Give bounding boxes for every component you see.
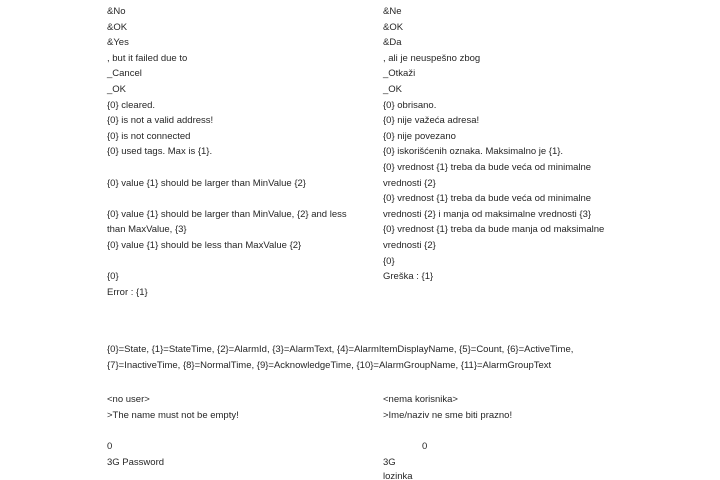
- text-line: &OK: [383, 21, 404, 33]
- text-line: {0} vrednost {1} treba da bude veća od minimalne vrednosti {2} i manja od maksimalne vrednosti {3}: [383, 193, 592, 220]
- text-line: {0} used tags. Max is {1}.: [107, 146, 213, 158]
- text-line: <nema korisnika>: [383, 394, 458, 405]
- text-line: {0} is not a valid address!: [107, 115, 214, 127]
- text-line: &Yes: [107, 37, 129, 49]
- text-line: >The name must not be empty!: [107, 410, 239, 421]
- text-line: &Ne: [383, 6, 402, 17]
- text-line: 3G Password: [107, 457, 165, 468]
- text-line: {0} vrednost {1} treba da bude veća od minimalne vrednosti {2}: [383, 161, 592, 189]
- text-line: >Ime/naziv ne sme biti prazno!: [383, 410, 513, 421]
- text-line: {0}: [383, 255, 395, 267]
- text-line: {0} value {1} should be less than MaxValue {2}: [107, 239, 302, 251]
- text-line: _Cancel: [107, 68, 142, 80]
- text-line: {0} cleared.: [107, 99, 156, 111]
- text-line: {0} obrisano.: [383, 99, 437, 111]
- text-line: {0} nije povezano: [383, 130, 456, 142]
- text-line: {0} is not connected: [107, 130, 191, 142]
- text-line: <no user>: [107, 394, 150, 405]
- translation-column: [383, 0, 619, 285]
- text-line: &OK: [107, 21, 128, 33]
- text-line: 0: [422, 441, 428, 452]
- text-line: {0} vrednost {1} treba da bude manja od maksimalne vrednosti {2}: [383, 224, 605, 251]
- text-line: {0} nije važeća adresa!: [383, 115, 480, 127]
- text-line: {0}: [107, 271, 119, 283]
- text-line: , but it failed due to: [107, 52, 188, 64]
- text-line: 3G: [383, 457, 396, 468]
- text-line: {0} iskorišćenih oznaka. Maksimalno je {1}.: [383, 146, 564, 158]
- alarm-fields-paragraph: {0}=State, {1}=StateTime, {2}=AlarmId, {3}=AlarmText, {4}=AlarmItemDisplayName, {5}=Count, {6}=ActiveTime, {7}=InactiveTime, {8}=NormalTime, {9}=AcknowledgeTime, {10}=AlarmGroupName, {11}=AlarmGroupText: [107, 344, 574, 371]
- source-column: [107, 0, 367, 300]
- text-line: Error : {1}: [107, 286, 148, 298]
- text-line: &No: [107, 6, 126, 17]
- text-line: &Da: [383, 37, 402, 49]
- text-line: {0} value {1} should be larger than MinValue, {2} and less than MaxValue, {3}: [107, 208, 347, 236]
- text-line: {0} value {1} should be larger than MinValue {2}: [107, 177, 306, 189]
- text-line: lozinka: [383, 471, 413, 480]
- text-line: _OK: [107, 83, 127, 95]
- text-line: , ali je neuspešno zbog: [383, 52, 481, 64]
- text-line: 0: [107, 441, 113, 452]
- text-line: _OK: [383, 83, 403, 95]
- text-line: _Otkaži: [383, 68, 416, 80]
- text-line: Greška : {1}: [383, 271, 434, 283]
